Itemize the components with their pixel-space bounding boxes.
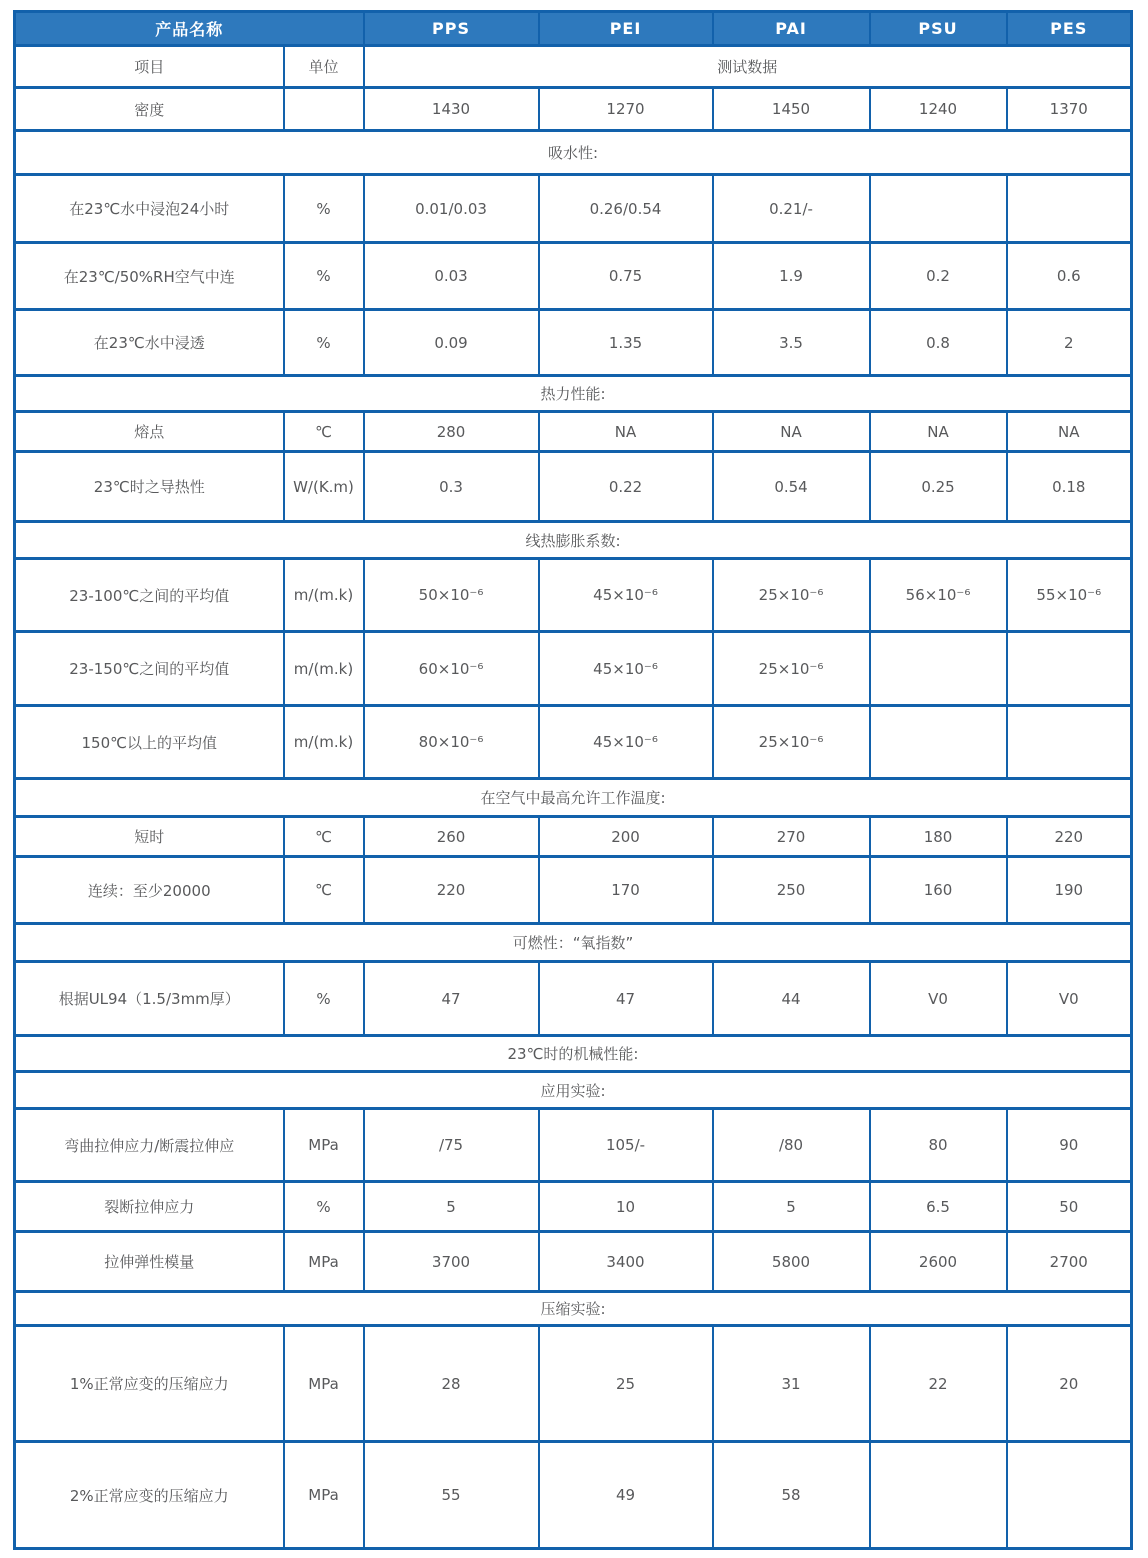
section-row xyxy=(15,376,1132,412)
value-cell: 250 xyxy=(713,857,870,924)
row-label: 23-150℃之间的平均值 xyxy=(15,632,284,706)
section-row xyxy=(15,522,1132,559)
value-cell: 2 xyxy=(1007,310,1132,376)
value-cell: 1270 xyxy=(539,88,713,131)
value-cell: 60×10⁻⁶ xyxy=(364,632,539,706)
unit-cell: % xyxy=(284,962,364,1036)
value-cell: 5 xyxy=(713,1182,870,1232)
section-label: 在空气中最高允许工作温度: xyxy=(15,779,1132,817)
value-cell: 0.26/0.54 xyxy=(539,175,713,243)
table-row xyxy=(15,1442,1132,1549)
value-cell: NA xyxy=(713,412,870,452)
value-cell: 50 xyxy=(1007,1182,1132,1232)
value-cell: 170 xyxy=(539,857,713,924)
table-row xyxy=(15,962,1132,1036)
table-body xyxy=(15,88,1132,1549)
value-cell: 0.75 xyxy=(539,243,713,310)
unit-cell: ℃ xyxy=(284,412,364,452)
value-cell: 1430 xyxy=(364,88,539,131)
unit-cell: % xyxy=(284,243,364,310)
value-cell: 1.9 xyxy=(713,243,870,310)
table-row xyxy=(15,1326,1132,1442)
value-cell: NA xyxy=(870,412,1007,452)
value-cell: V0 xyxy=(870,962,1007,1036)
value-cell: 1450 xyxy=(713,88,870,131)
value-cell: 220 xyxy=(1007,817,1132,857)
value-cell: 47 xyxy=(539,962,713,1036)
table-row xyxy=(15,1182,1132,1232)
row-label: 在23℃水中浸泡24小时 xyxy=(15,175,284,243)
value-cell: 45×10⁻⁶ xyxy=(539,632,713,706)
value-cell: 0.8 xyxy=(870,310,1007,376)
row-label: 弯曲拉伸应力/断震拉伸应 xyxy=(15,1109,284,1182)
value-cell: 55 xyxy=(364,1442,539,1549)
value-cell: 0.21/- xyxy=(713,175,870,243)
row-label: 短时 xyxy=(15,817,284,857)
table-row xyxy=(15,559,1132,632)
value-cell: 160 xyxy=(870,857,1007,924)
value-cell: 5800 xyxy=(713,1232,870,1292)
table-row xyxy=(15,1232,1132,1292)
value-cell xyxy=(870,706,1007,779)
value-cell xyxy=(870,1442,1007,1549)
value-cell: 25 xyxy=(539,1326,713,1442)
row-label: 在23℃/50%RH空气中连 xyxy=(15,243,284,310)
row-label: 在23℃水中浸透 xyxy=(15,310,284,376)
value-cell: 260 xyxy=(364,817,539,857)
value-cell: 20 xyxy=(1007,1326,1132,1442)
table-row xyxy=(15,706,1132,779)
value-cell: 0.01/0.03 xyxy=(364,175,539,243)
unit-cell: MPa xyxy=(284,1442,364,1549)
unit-cell: ℃ xyxy=(284,817,364,857)
table-row xyxy=(15,175,1132,243)
value-cell: V0 xyxy=(1007,962,1132,1036)
value-cell: 0.18 xyxy=(1007,452,1132,522)
value-cell: /80 xyxy=(713,1109,870,1182)
unit-cell: W/(K.m) xyxy=(284,452,364,522)
row-label: 23-100℃之间的平均值 xyxy=(15,559,284,632)
value-cell xyxy=(870,175,1007,243)
unit-cell: m/(m.k) xyxy=(284,706,364,779)
value-cell: 1240 xyxy=(870,88,1007,131)
value-cell: 0.03 xyxy=(364,243,539,310)
value-cell: 25×10⁻⁶ xyxy=(713,559,870,632)
row-label: 150℃以上的平均值 xyxy=(15,706,284,779)
value-cell: 44 xyxy=(713,962,870,1036)
section-row xyxy=(15,131,1132,175)
header-col-pai: PAI xyxy=(713,12,870,46)
section-row xyxy=(15,1072,1132,1109)
value-cell xyxy=(1007,175,1132,243)
unit-cell: MPa xyxy=(284,1232,364,1292)
value-cell: 28 xyxy=(364,1326,539,1442)
header-col-psu: PSU xyxy=(870,12,1007,46)
table-row xyxy=(15,310,1132,376)
value-cell: 3400 xyxy=(539,1232,713,1292)
value-cell: 0.22 xyxy=(539,452,713,522)
value-cell: 47 xyxy=(364,962,539,1036)
value-cell: 45×10⁻⁶ xyxy=(539,706,713,779)
header-product-name: 产品名称 xyxy=(15,12,364,46)
unit-cell: % xyxy=(284,310,364,376)
table-row xyxy=(15,412,1132,452)
row-label: 密度 xyxy=(15,88,284,131)
section-row xyxy=(15,924,1132,962)
properties-table xyxy=(13,10,1133,1550)
row-label: 熔点 xyxy=(15,412,284,452)
header-col-pei: PEI xyxy=(539,12,713,46)
table-row xyxy=(15,857,1132,924)
value-cell: 220 xyxy=(364,857,539,924)
table-row xyxy=(15,1109,1132,1182)
value-cell: 45×10⁻⁶ xyxy=(539,559,713,632)
value-cell xyxy=(1007,706,1132,779)
row-label: 连续：至少20000 xyxy=(15,857,284,924)
section-row xyxy=(15,1036,1132,1072)
value-cell: 190 xyxy=(1007,857,1132,924)
section-label: 23℃时的机械性能: xyxy=(15,1036,1132,1072)
value-cell: 0.25 xyxy=(870,452,1007,522)
value-cell: 80×10⁻⁶ xyxy=(364,706,539,779)
row-label: 裂断拉伸应力 xyxy=(15,1182,284,1232)
value-cell: 105/- xyxy=(539,1109,713,1182)
table-row xyxy=(15,452,1132,522)
section-label: 热力性能: xyxy=(15,376,1132,412)
section-label: 线热膨胀系数: xyxy=(15,522,1132,559)
value-cell: 0.54 xyxy=(713,452,870,522)
section-row xyxy=(15,1292,1132,1326)
value-cell: 1.35 xyxy=(539,310,713,376)
value-cell: 25×10⁻⁶ xyxy=(713,632,870,706)
value-cell xyxy=(1007,632,1132,706)
subheader-test-data: 测试数据 xyxy=(364,46,1132,88)
value-cell: 56×10⁻⁶ xyxy=(870,559,1007,632)
row-label: 23℃时之导热性 xyxy=(15,452,284,522)
section-row xyxy=(15,779,1132,817)
value-cell: 58 xyxy=(713,1442,870,1549)
value-cell: 1370 xyxy=(1007,88,1132,131)
table-header-row xyxy=(15,12,1132,46)
row-label: 2%正常应变的压缩应力 xyxy=(15,1442,284,1549)
value-cell: 31 xyxy=(713,1326,870,1442)
section-label: 压缩实验: xyxy=(15,1292,1132,1326)
table-row xyxy=(15,243,1132,310)
value-cell: 90 xyxy=(1007,1109,1132,1182)
value-cell: 49 xyxy=(539,1442,713,1549)
value-cell: 0.3 xyxy=(364,452,539,522)
value-cell: NA xyxy=(1007,412,1132,452)
unit-cell xyxy=(284,88,364,131)
table-row xyxy=(15,817,1132,857)
value-cell: 0.09 xyxy=(364,310,539,376)
value-cell: 200 xyxy=(539,817,713,857)
value-cell: 2600 xyxy=(870,1232,1007,1292)
value-cell: 22 xyxy=(870,1326,1007,1442)
value-cell: 270 xyxy=(713,817,870,857)
value-cell: 0.2 xyxy=(870,243,1007,310)
value-cell: 80 xyxy=(870,1109,1007,1182)
value-cell: 25×10⁻⁶ xyxy=(713,706,870,779)
subheader-item: 项目 xyxy=(15,46,284,88)
unit-cell: m/(m.k) xyxy=(284,559,364,632)
value-cell: 5 xyxy=(364,1182,539,1232)
value-cell xyxy=(1007,1442,1132,1549)
header-col-pps: PPS xyxy=(364,12,539,46)
unit-cell: % xyxy=(284,1182,364,1232)
value-cell: 55×10⁻⁶ xyxy=(1007,559,1132,632)
unit-cell: MPa xyxy=(284,1109,364,1182)
value-cell: 2700 xyxy=(1007,1232,1132,1292)
value-cell: 10 xyxy=(539,1182,713,1232)
value-cell: 280 xyxy=(364,412,539,452)
value-cell: 0.6 xyxy=(1007,243,1132,310)
subheader-unit: 单位 xyxy=(284,46,364,88)
unit-cell: m/(m.k) xyxy=(284,632,364,706)
row-label: 1%正常应变的压缩应力 xyxy=(15,1326,284,1442)
table-row xyxy=(15,88,1132,131)
value-cell: NA xyxy=(539,412,713,452)
table-subheader-row xyxy=(15,46,1132,88)
section-label: 应用实验: xyxy=(15,1072,1132,1109)
value-cell: 3700 xyxy=(364,1232,539,1292)
value-cell xyxy=(870,632,1007,706)
section-label: 可燃性：“氧指数” xyxy=(15,924,1132,962)
table-row xyxy=(15,632,1132,706)
section-label: 吸水性: xyxy=(15,131,1132,175)
unit-cell: ℃ xyxy=(284,857,364,924)
row-label: 根据UL94（1.5/3mm厚） xyxy=(15,962,284,1036)
value-cell: 50×10⁻⁶ xyxy=(364,559,539,632)
row-label: 拉伸弹性模量 xyxy=(15,1232,284,1292)
unit-cell: MPa xyxy=(284,1326,364,1442)
unit-cell: % xyxy=(284,175,364,243)
header-col-pes: PES xyxy=(1007,12,1132,46)
value-cell: 6.5 xyxy=(870,1182,1007,1232)
value-cell: /75 xyxy=(364,1109,539,1182)
value-cell: 3.5 xyxy=(713,310,870,376)
value-cell: 180 xyxy=(870,817,1007,857)
